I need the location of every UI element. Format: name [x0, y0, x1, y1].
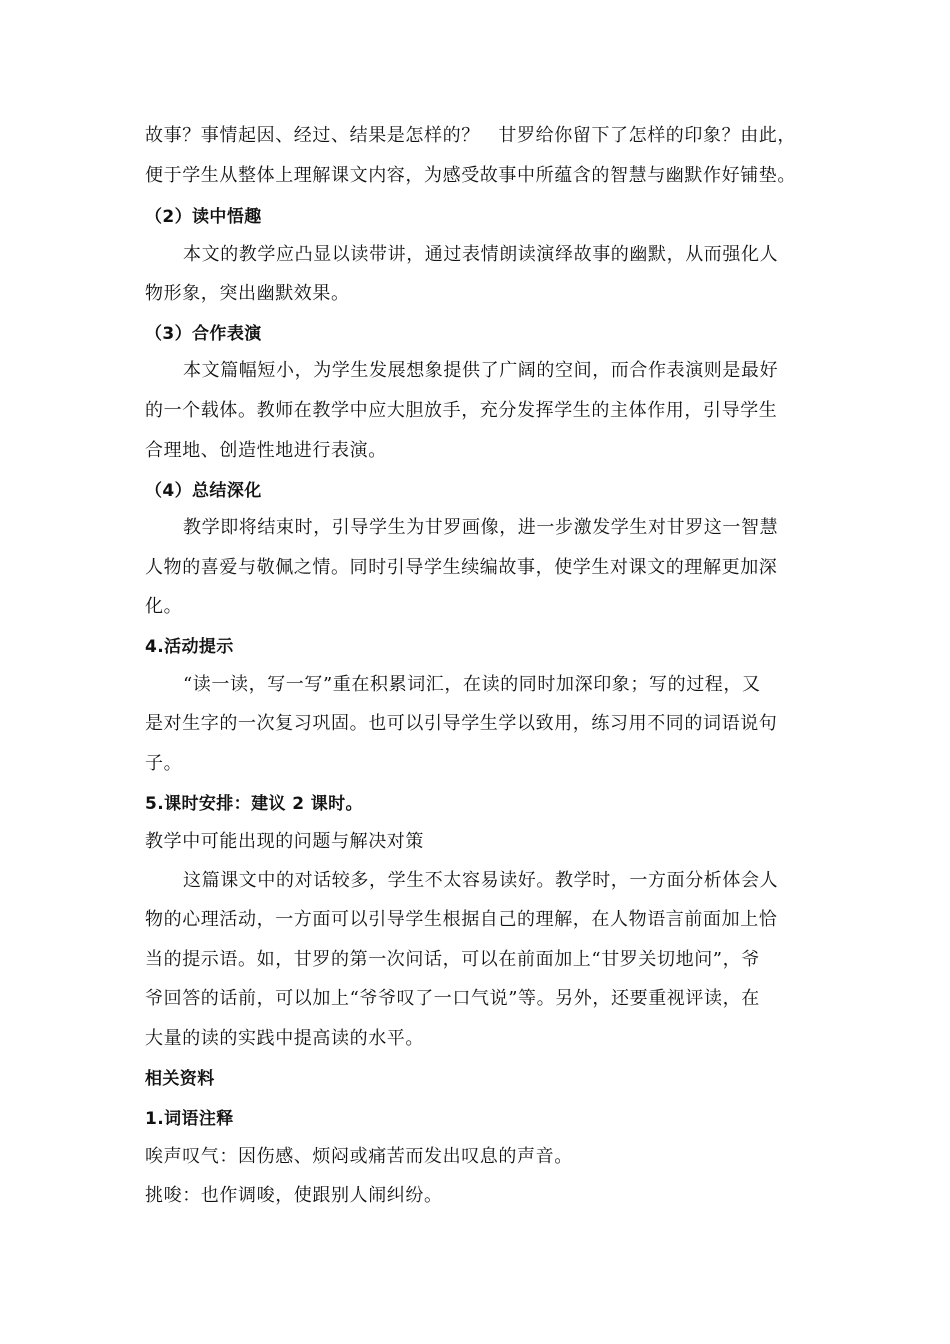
paragraph-line: 物形象，突出幽默效果。 [145, 283, 350, 304]
paragraph-line: 是对生字的一次复习巩固。也可以引导学生学以致用，练习用不同的词语说句 [145, 713, 778, 734]
glossary-heading: 1.词语注释 [145, 1109, 234, 1129]
paragraph-line: 物的心理活动，一方面可以引导学生根据自己的理解，在人物语言前面加上恰 [145, 909, 778, 930]
section-heading-2: （2）读中悟趣 [145, 207, 262, 227]
section-heading-4: （4）总结深化 [145, 481, 262, 501]
paragraph-line: 子。 [145, 753, 183, 774]
paragraph-line: 人物的喜爱与敬佩之情。同时引导学生续编故事，使学生对课文的理解更加深 [145, 557, 778, 578]
schedule-heading: 5.课时安排：建议 2 课时。 [145, 794, 363, 814]
paragraph-line: 便于学生从整体上理解课文内容，为感受故事中所蕴含的智慧与幽默作好铺垫。 [145, 165, 796, 186]
paragraph-line: 当的提示语。如，甘罗的第一次问话，可以在前面加上“甘罗关切地问”，爷 [145, 949, 760, 970]
paragraph-line: 大量的读的实践中提高读的水平。 [145, 1028, 424, 1049]
related-materials-heading: 相关资料 [145, 1069, 215, 1089]
paragraph-line: 这篇课文中的对话较多，学生不太容易读好。教学时，一方面分析体会人 [183, 870, 779, 891]
paragraph-line: 故事？事情起因、经过、结果是怎样的？ 甘罗给你留下了怎样的印象？由此， [145, 125, 796, 146]
problems-title: 教学中可能出现的问题与解决对策 [145, 831, 424, 852]
glossary-entry: 挑唆：也作调唆，使跟别人闹纠纷。 [145, 1185, 443, 1206]
activity-heading: 4.活动提示 [145, 637, 234, 657]
section-heading-3: （3）合作表演 [145, 324, 262, 344]
paragraph-line: 化。 [145, 596, 183, 617]
paragraph-line: 爷回答的话前，可以加上“爷爷叹了一口气说”等。另外，还要重视评读，在 [145, 988, 760, 1009]
paragraph-line: 教学即将结束时，引导学生为甘罗画像，进一步激发学生对甘罗这一智慧 [183, 517, 779, 538]
glossary-entry: 唉声叹气：因伤感、烦闷或痛苦而发出叹息的声音。 [145, 1146, 573, 1167]
paragraph-line: 本文篇幅短小，为学生发展想象提供了广阔的空间，而合作表演则是最好 [183, 360, 779, 381]
paragraph-line: 合理地、创造性地进行表演。 [145, 440, 387, 461]
paragraph-line: 的一个载体。教师在教学中应大胆放手，充分发挥学生的主体作用，引导学生 [145, 400, 778, 421]
paragraph-line: 本文的教学应凸显以读带讲，通过表情朗读演绎故事的幽默，从而强化人 [183, 244, 779, 265]
paragraph-line: “读一读，写一写”重在积累词汇，在读的同时加深印象；写的过程，又 [183, 674, 761, 695]
